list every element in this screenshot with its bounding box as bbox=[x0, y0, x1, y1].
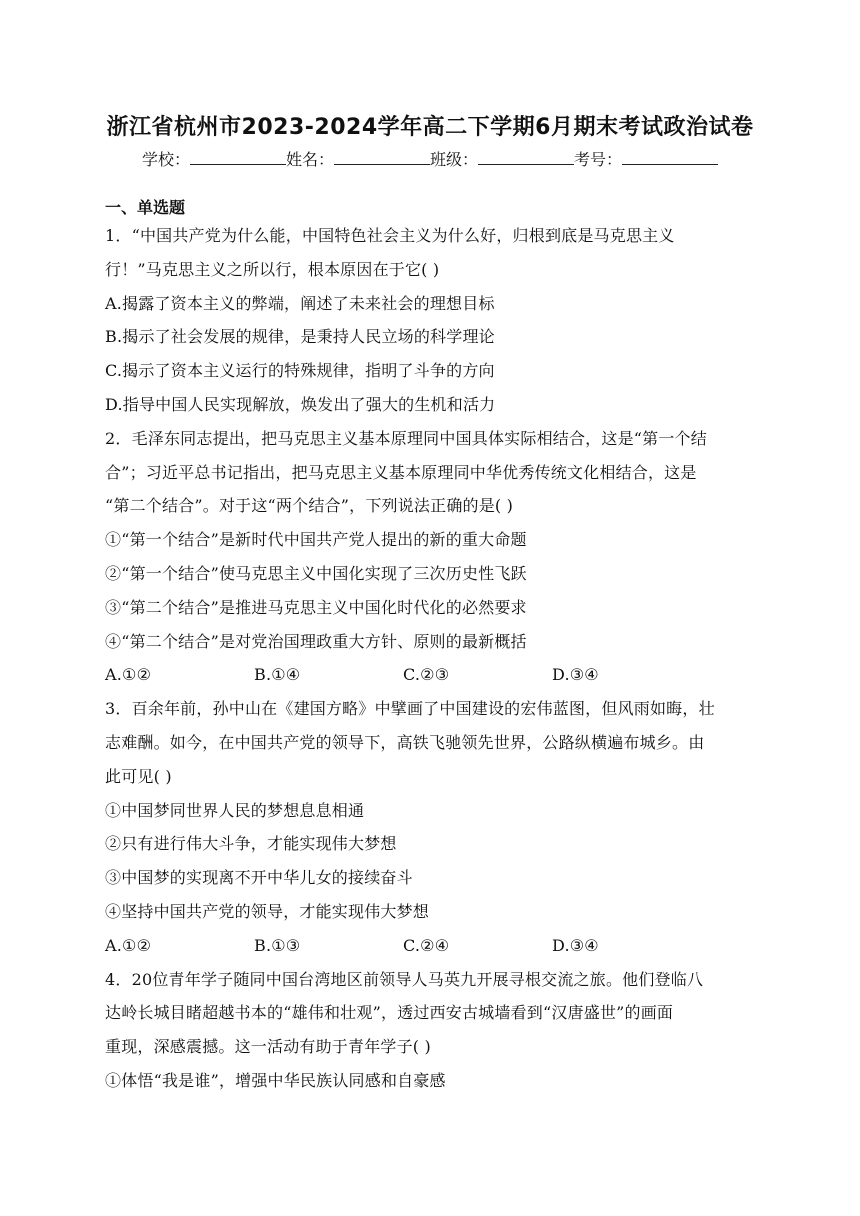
section-title: 一、单选题 bbox=[105, 198, 186, 217]
question-3-option-a: A.①② bbox=[105, 935, 152, 955]
question-3-option-b: B.①③ bbox=[254, 935, 301, 955]
question-4-stem-line: 达岭长城目睹超越书本的“雄伟和壮观”，透过西安古城墙看到“汉唐盛世”的画面 bbox=[105, 1003, 674, 1023]
question-3-statement: ①中国梦同世界人民的梦想息息相通 bbox=[105, 800, 365, 820]
question-2-option-c: C.②③ bbox=[403, 665, 450, 685]
question-2-options bbox=[105, 658, 755, 692]
question-3-stem-line: 志难酬。如今，在中国共产党的领导下，高铁飞驰领先世界，公路纵横遍布城乡。由 bbox=[105, 732, 705, 752]
question-3-option-d: D.③④ bbox=[552, 935, 599, 955]
question-3-statement: ④坚持中国共产党的领导，才能实现伟大梦想 bbox=[105, 901, 430, 921]
class-label: 班级： bbox=[430, 150, 479, 169]
school-blank bbox=[190, 150, 286, 165]
exam-title: 浙江省杭州市2023-2024学年高二下学期6月期末考试政治试卷 bbox=[106, 115, 754, 140]
question-2-stem-line: “第二个结合”。对于这“两个结合”，下列说法正确的是( ) bbox=[105, 496, 514, 516]
question-4-stem-line: 4．20位青年学子随同中国台湾地区前领导人马英九开展寻根交流之旅。他们登临八 bbox=[105, 969, 704, 989]
question-2-option-a: A.①② bbox=[105, 665, 152, 685]
school-field bbox=[142, 150, 286, 169]
name-label: 姓名： bbox=[285, 150, 334, 169]
question-2-stem-line: 合”；习近平总书记指出，把马克思主义基本原理同中华优秀传统文化相结合，这是 bbox=[105, 462, 697, 482]
question-3-stem-line: 3．百余年前，孙中山在《建国方略》中擘画了中国建设的宏伟蓝图，但风雨如晦，壮 bbox=[105, 699, 715, 719]
question-2-stem-line: 2．毛泽东同志提出，把马克思主义基本原理同中国具体实际相结合，这是“第一个结 bbox=[105, 428, 707, 448]
question-2-option-d: D.③④ bbox=[552, 665, 599, 685]
question-3-statement: ③中国梦的实现离不开中华儿女的接续奋斗 bbox=[105, 868, 413, 888]
question-1-option-d: D.指导中国人民实现解放，焕发出了强大的生机和活力 bbox=[105, 394, 496, 414]
class-field bbox=[430, 150, 574, 169]
question-3-options bbox=[105, 929, 755, 963]
question-2-option-b: B.①④ bbox=[254, 665, 301, 685]
student-info-row bbox=[0, 147, 860, 170]
question-4-statement: ①体悟“我是谁”，增强中华民族认同感和自豪感 bbox=[105, 1070, 446, 1090]
question-2-statement: ②“第一个结合”使马克思主义中国化实现了三次历史性飞跃 bbox=[105, 563, 527, 583]
question-1-stem-line: 行！”马克思主义之所以行，根本原因在于它( ) bbox=[105, 259, 440, 279]
question-2-statement: ①“第一个结合”是新时代中国共产党人提出的新的重大命题 bbox=[105, 530, 527, 550]
question-2-statement: ③“第二个结合”是推进马克思主义中国化时代化的必然要求 bbox=[105, 597, 527, 617]
question-1-stem-line: 1．“中国共产党为什么能，中国特色社会主义为什么好，归根到底是马克思主义 bbox=[105, 226, 675, 245]
question-3-stem-line: 此可见( ) bbox=[105, 766, 172, 786]
question-list bbox=[105, 219, 755, 1098]
class-blank bbox=[478, 150, 574, 165]
question-3-statement: ②只有进行伟大斗争，才能实现伟大梦想 bbox=[105, 834, 397, 854]
name-blank bbox=[334, 150, 430, 165]
question-1-option-a: A.揭露了资本主义的弊端，阐述了未来社会的理想目标 bbox=[105, 293, 495, 313]
exam-number-field bbox=[574, 150, 718, 169]
question-1-option-c: C.揭示了资本主义运行的特殊规律，指明了斗争的方向 bbox=[105, 361, 495, 381]
exam-number-blank bbox=[622, 150, 718, 165]
question-2-statement: ④“第二个结合”是对党治国理政重大方针、原则的最新概括 bbox=[105, 631, 527, 651]
question-3-option-c: C.②④ bbox=[403, 935, 450, 955]
question-4-stem-line: 重现，深感震撼。这一活动有助于青年学子( ) bbox=[105, 1037, 431, 1057]
name-field bbox=[286, 150, 430, 169]
school-label: 学校： bbox=[141, 150, 190, 169]
exam-number-label: 考号： bbox=[574, 150, 623, 169]
question-1-option-b: B.揭示了社会发展的规律，是秉持人民立场的科学理论 bbox=[105, 327, 495, 347]
